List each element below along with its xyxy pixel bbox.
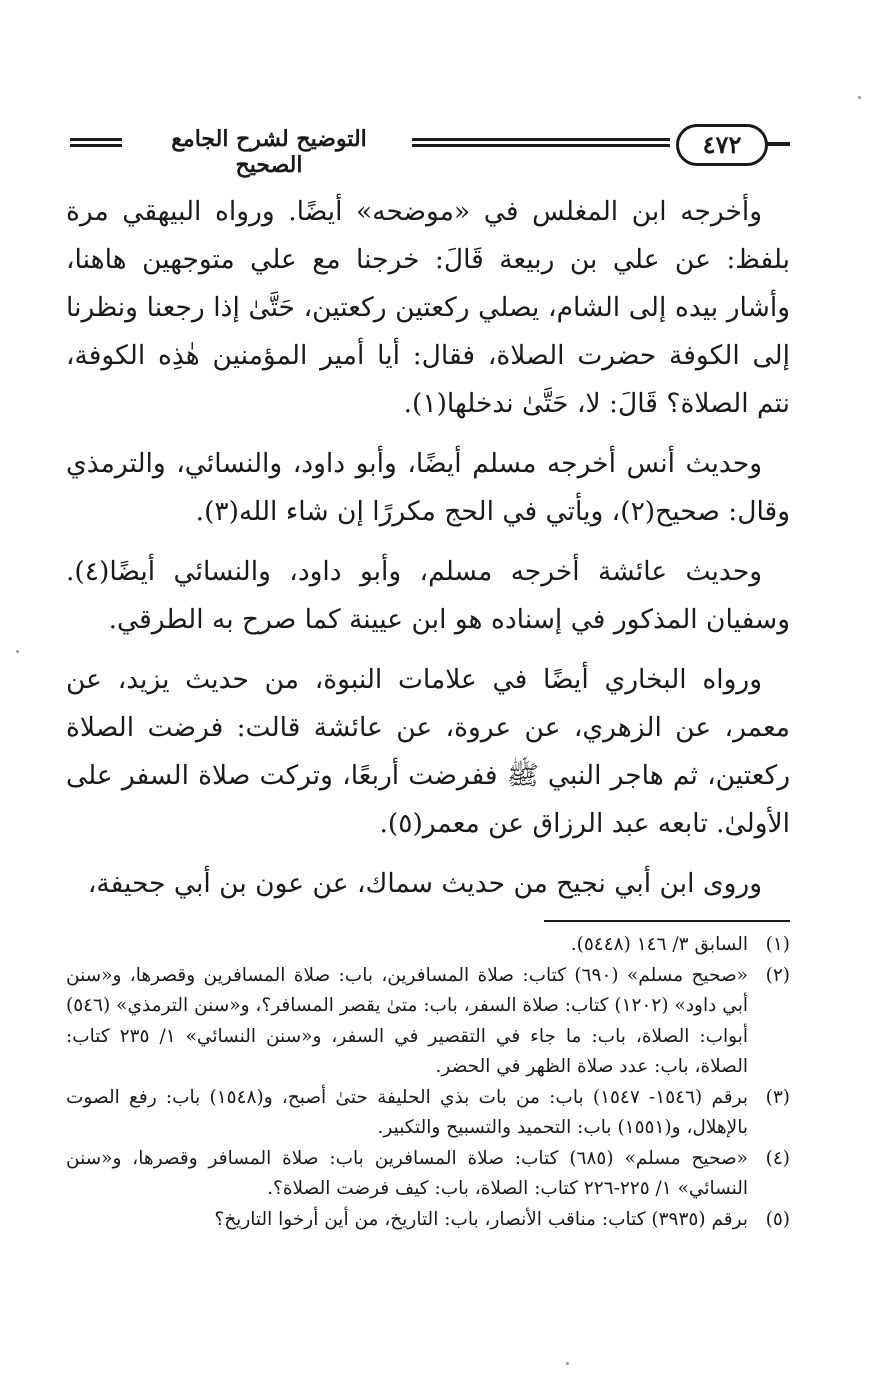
footnote-number: (٢)	[765, 964, 790, 986]
paragraph: وأخرجه ابن المغلس في «موضحه» أيضًا. ورواه البيهقي مرة بلفظ: عن علي بن ربيعة قَالَ: خرجنا مع علي متوجهين هاهنا، وأشار بيده إلى الشام، يصلي ركعتين ركعتين، حَتَّىٰ إذا رجعنا ونظرنا إلى الكوفة حضرت الصلاة، فقال: أيا أمير المؤمنين هٰذِه الكوفة، نتم الصلاة؟ قَالَ: لا، حَتَّىٰ ندخلها(١).	[66, 196, 790, 419]
scan-speck	[858, 96, 861, 99]
footnote	[66, 1083, 790, 1144]
footnote	[66, 961, 790, 1083]
footnote-text: برقم (٣٩٣٥) كتاب: مناقب الأنصار، باب: التاريخ، من أين أرخوا التاريخ؟	[214, 1208, 748, 1230]
footnotes	[66, 930, 790, 1235]
footnote-text: «صحيح مسلم» (٦٨٥) كتاب: صلاة المسافرين باب: صلاة المسافر وقصرها، و«سنن النسائي» ١/ ٢٢٥-٢٢٦ كتاب: الصلاة، باب: كيف فرضت الصلاة؟.	[66, 1147, 748, 1199]
footnote	[66, 930, 790, 961]
footnote-text: السابق ٣/ ١٤٦ (٥٤٤٨).	[570, 934, 748, 955]
footnote-number: (٥)	[765, 1208, 790, 1230]
main-text	[66, 188, 790, 920]
header-rule-right	[766, 142, 790, 146]
footnote	[66, 1205, 790, 1236]
paragraph: وحديث أنس أخرجه مسلم أيضًا، وأبو داود، والنسائي، والترمذي وقال: صحيح(٢)، ويأتي في الحج مكررًا إن شاء الله(٣).	[66, 448, 790, 527]
footnote-separator	[544, 920, 790, 922]
footnote	[66, 1144, 790, 1205]
scan-speck	[16, 650, 19, 653]
paragraph: ورواه البخاري أيضًا في علامات النبوة، من حديث يزيد، عن معمر، عن الزهري، عن عروة، عن عائشة قالت: فرضت الصلاة ركعتين، ثم هاجر النبي ﷺ ففرضت أربعًا، وتركت صلاة السفر على الأولىٰ. تابعه عبد الرزاق عن معمر(٥).	[66, 664, 790, 839]
running-header	[70, 124, 790, 178]
header-rule-left	[70, 138, 122, 147]
page-number: ٤٧٢	[676, 124, 768, 166]
footnote-number: (٤)	[765, 1147, 790, 1169]
book-title: التوضيح لشرح الجامع الصحيح	[171, 126, 367, 178]
footnote-text: برقم (١٥٤٦- ١٥٤٧) باب: من بات بذي الحليفة حتىٰ أصبح، و(١٥٤٨) باب: رفع الصوت بالإهلال، و(١٥٥١) باب: التحميد والتسبيح والتكبير.	[66, 1086, 748, 1138]
scan-speck	[566, 1362, 569, 1365]
footnote-number: (٣)	[765, 1086, 790, 1108]
header-rule-middle	[412, 138, 670, 147]
paragraph: وروى ابن أبي نجيح من حديث سماك، عن عون بن أبي جحيفة،	[87, 868, 762, 899]
footnote-text: «صحيح مسلم» (٦٩٠) كتاب: صلاة المسافرين، باب: صلاة المسافرين وقصرها، و«سنن أبي داود» (١٢٠٢) كتاب: صلاة السفر، باب: متىٰ يقصر المسافر؟، و«سنن الترمذي» (٥٤٦) أبواب: الصلاة، باب: ما جاء في التقصير في السفر، و«سنن النسائي» ١/ ٢٣٥ كتاب: الصلاة، باب: عدد صلاة الظهر في الحضر.	[66, 964, 749, 1077]
paragraph: وحديث عائشة أخرجه مسلم، وأبو داود، والنسائي أيضًا(٤). وسفيان المذكور في إسناده هو ابن عيينة كما صرح به الطرقي.	[66, 556, 790, 635]
footnote-number: (١)	[765, 934, 790, 955]
